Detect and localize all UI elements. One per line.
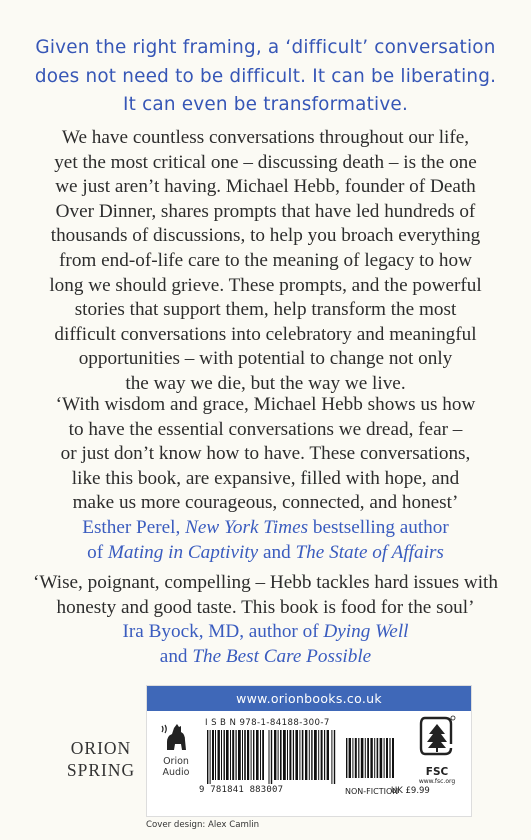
attribution-book: Mating in Captivity — [107, 541, 259, 563]
dog-icon — [159, 720, 193, 754]
blurb-line: yet the most critical one – discussing death – is the one — [54, 151, 477, 173]
audio-logo-line: Audio — [162, 767, 190, 778]
attribution-of: of — [87, 541, 108, 563]
price-label: UK £9.99 — [391, 786, 430, 796]
blurb-line: long we should grieve. These prompts, and the powerful — [49, 274, 482, 296]
blurb-line: from end-of-life care to the meaning of legacy to how — [59, 249, 472, 271]
fsc-url: www.fsc.org — [418, 778, 456, 785]
blurb-line: stories that support them, help transform the most — [74, 299, 457, 321]
quote-line: make us more courageous, connected, and honest’ — [72, 492, 459, 514]
review-quote-perel — [8, 393, 523, 565]
audio-logo-line: Orion — [163, 756, 189, 767]
fsc-tree-icon — [417, 714, 457, 762]
attribution-and: and — [258, 541, 296, 563]
blurb-line: we just aren’t having. Michael Hebb, founder of Death — [55, 176, 476, 198]
barcode-digits: 9 781841 883007 — [199, 785, 284, 795]
isbn-number: I S B N 978-1-84188-300-7 — [205, 718, 330, 728]
attribution-publication: New York Times — [185, 516, 309, 538]
review-quote-byock — [8, 571, 523, 669]
book-blurb — [8, 126, 523, 397]
fsc-mark — [409, 714, 465, 786]
blurb-line: We have countless conversations throughout our life, — [61, 127, 470, 148]
price-addon-barcode — [345, 736, 395, 778]
category-label: NON-FICTION — [345, 787, 399, 796]
publisher-url: www.orionbooks.co.uk — [147, 686, 471, 711]
headline-line: It can even be transformative. — [122, 94, 408, 115]
attribution-and: and — [159, 645, 193, 667]
attribution-role: bestselling author — [308, 516, 449, 538]
attribution-name: Esther Perel, — [82, 516, 186, 538]
cover-design-credit: Cover design: Alex Camlin — [146, 820, 260, 830]
fsc-label: FSC — [425, 766, 449, 778]
quote-attribution-books — [8, 541, 523, 566]
blurb-line: Over Dinner, shares prompts that have led hundreds of — [55, 200, 476, 222]
quote-line: or just don’t know how to have. These conversations, — [60, 443, 471, 465]
orion-audio-logo — [153, 720, 199, 778]
quote-line: like this book, are expansive, filled with hope, and — [71, 467, 460, 489]
attribution-name: Ira Byock, MD, author of — [122, 621, 324, 643]
quote-attribution — [8, 620, 523, 645]
quote-line: ‘Wise, poignant, compelling – Hebb tackles hard issues with — [33, 572, 498, 593]
blurb-line: the way we die, but the way we live. — [125, 372, 406, 394]
barcode-panel — [146, 685, 472, 817]
attribution-book: The State of Affairs — [295, 541, 444, 563]
quote-line: to have the essential conversations we dread, fear – — [68, 418, 463, 440]
quote-line: honesty and good taste. This book is food for the soul’ — [56, 596, 475, 618]
headline-line: Given the right framing, a ‘difficult’ conversation — [35, 37, 496, 58]
blurb-line: thousands of discussions, to help you broach everything — [50, 225, 481, 247]
blurb-line: difficult conversations into celebratory and meaningful — [54, 323, 477, 345]
logo-line: SPRING — [66, 760, 136, 780]
barcode — [205, 730, 339, 784]
attribution-book: Dying Well — [323, 621, 409, 643]
headline — [10, 34, 521, 120]
quote-line: ‘With wisdom and grace, Michael Hebb shows us how — [55, 394, 476, 415]
attribution-book: The Best Care Possible — [192, 645, 372, 667]
orion-spring-logo — [62, 737, 140, 781]
blurb-line: opportunities – with potential to change not only — [78, 348, 453, 370]
quote-attribution-books — [8, 645, 523, 670]
quote-attribution — [8, 516, 523, 541]
logo-line: ORION — [70, 738, 132, 758]
headline-line: does not need to be difficult. It can be liberating. — [34, 65, 497, 87]
